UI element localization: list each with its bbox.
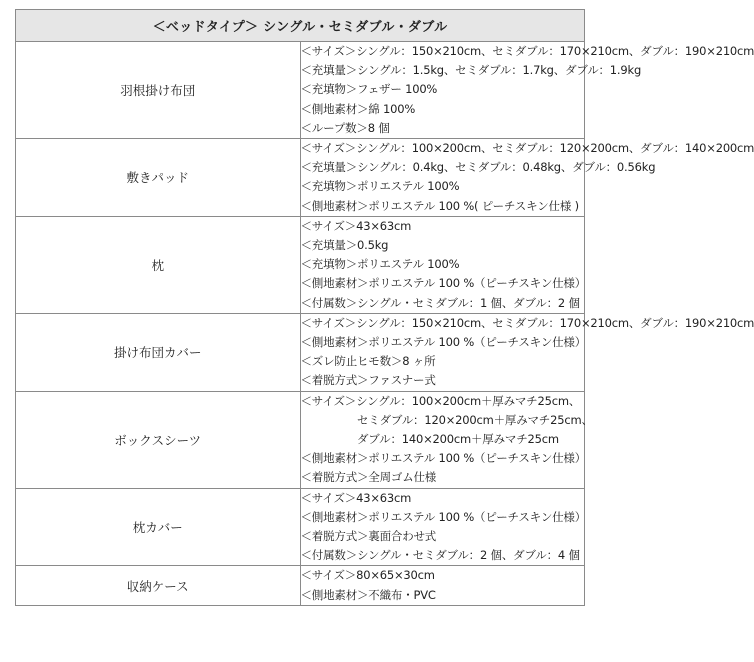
table-row [16, 216, 585, 313]
item-details [300, 216, 585, 313]
detail-line: ＜側地素材＞ポリエステル 100 %（ピーチスキン仕様） [300, 276, 587, 291]
item-label: 掛け布団カバー [16, 313, 301, 391]
detail-line: ＜サイズ＞シングル：150×210cm、セミダブル：170×210cm、ダブル：190×210cm [300, 315, 754, 330]
table-row [16, 42, 585, 139]
header-row [16, 10, 585, 42]
detail-line: ＜サイズ＞シングル：100×200cm、セミダブル：120×200cm、ダブル：140×200cm [300, 141, 754, 156]
detail-line: ＜側地素材＞綿 100% [300, 101, 416, 116]
detail-line: ＜着脱方式＞裏面合わせ式 [300, 529, 437, 544]
detail-line: ＜ズレ防止ヒモ数＞8 ヶ所 [300, 354, 436, 369]
item-label: 羽根掛け布団 [16, 42, 301, 139]
table-row [16, 139, 585, 217]
detail-line: ＜ループ数＞8 個 [300, 120, 390, 135]
detail-line: ＜付属数＞シングル・セミダブル：2 個、ダブル：4 個 [300, 548, 580, 563]
detail-line: ＜サイズ＞43×63cm [300, 490, 412, 505]
detail-line: ＜サイズ＞43×63cm [300, 218, 412, 233]
detail-line: ＜充填量＞0.5kg [300, 238, 389, 253]
item-details [300, 488, 585, 566]
detail-line: ＜充填物＞ポリエステル 100% [300, 179, 460, 194]
detail-line: ＜着脱方式＞ファスナー式 [300, 373, 436, 388]
item-label: 収納ケース [16, 566, 301, 605]
spec-table [15, 9, 754, 606]
detail-line: ＜着脱方式＞全周ゴム仕様 [300, 470, 437, 485]
item-label: 敷きパッド [16, 139, 301, 217]
detail-line: ＜サイズ＞シングル：150×210cm、セミダブル：170×210cm、ダブル：190×210cm [300, 44, 754, 58]
detail-line: ＜側地素材＞不織布・PVC [300, 587, 436, 602]
item-details [300, 391, 593, 488]
table-title: ＜ベッドタイプ＞ シングル・セミダブル・ダブル [16, 10, 585, 42]
item-details [300, 42, 754, 139]
detail-line: ＜付属数＞シングル・セミダブル：1 個、ダブル：2 個 [300, 295, 580, 310]
detail-line: ＜サイズ＞シングル：100×200cm＋厚みマチ25cm、 [300, 393, 581, 408]
item-label: 枕 [16, 216, 301, 313]
detail-line: ＜サイズ＞80×65×30cm [300, 568, 435, 583]
table-row [16, 488, 585, 566]
table-row [16, 566, 585, 605]
table-row [16, 391, 585, 488]
detail-line: ＜側地素材＞ポリエステル 100 %（ピーチスキン仕様） [300, 451, 587, 466]
detail-line: ＜充填物＞フェザー 100% [300, 82, 438, 97]
detail-line: ＜充填量＞シングル：0.4kg、セミダブル：0.48kg、ダブル：0.56kg [300, 160, 656, 175]
item-details [300, 139, 754, 217]
detail-line: ＜側地素材＞ポリエステル 100 %（ピーチスキン仕様） [300, 335, 587, 350]
detail-line: ＜側地素材＞ポリエステル 100 %（ピーチスキン仕様） [300, 509, 587, 524]
table-row [16, 313, 585, 391]
detail-line: セミダブル：120×200cm＋厚みマチ25cm、 [300, 412, 593, 427]
detail-line: ダブル：140×200cm＋厚みマチ25cm [300, 432, 559, 447]
item-details [300, 566, 585, 605]
item-label: ボックスシーツ [16, 391, 301, 488]
detail-line: ＜充填量＞シングル：1.5kg、セミダブル：1.7kg、ダブル：1.9kg [300, 63, 642, 78]
item-details [300, 313, 754, 391]
detail-line: ＜側地素材＞ポリエステル 100 %( ピーチスキン仕様 ) [300, 198, 579, 213]
detail-line: ＜充填物＞ポリエステル 100% [300, 257, 460, 272]
item-label: 枕カバー [16, 488, 301, 566]
spec-body [16, 42, 754, 606]
